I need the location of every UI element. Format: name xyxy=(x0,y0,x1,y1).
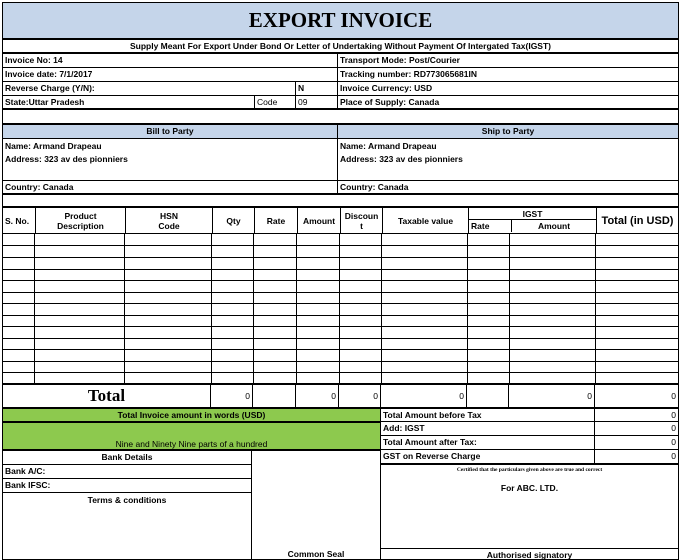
total-amount: 0 xyxy=(245,391,250,401)
seal-block xyxy=(251,450,381,560)
bill-to-header: Bill to Party xyxy=(3,125,337,139)
transport-mode: Transport Mode: Post/Courier xyxy=(338,54,678,68)
invoice-currency: Invoice Currency: USD xyxy=(338,82,678,96)
common-seal: Common Seal xyxy=(287,549,345,559)
total-rate-cell xyxy=(252,385,295,407)
company-name: For ABC. LTD. xyxy=(500,483,559,493)
spacer-row-2 xyxy=(2,194,679,207)
bank-account: Bank A/C: xyxy=(3,465,251,479)
bill-to-address: Address: 323 av des pionniers xyxy=(5,154,128,164)
signature-block xyxy=(380,464,679,560)
ship-to-header: Ship to Party xyxy=(338,125,678,139)
igst-value: 0 xyxy=(594,422,678,436)
before-tax-value: 0 xyxy=(594,409,678,422)
after-tax-label: Total Amount after Tax: xyxy=(381,436,594,450)
col-taxable: Taxable value xyxy=(382,208,468,233)
words-value: Nine and Ninety Nine parts of a hundred xyxy=(115,439,268,449)
gst-reverse-charge-value: 0 xyxy=(594,450,678,463)
reverse-charge-label: Reverse Charge (Y/N): xyxy=(3,82,295,96)
tracking-number: Tracking number: RD773065681IN xyxy=(338,68,678,82)
ship-to-name: Name: Armand Drapeau xyxy=(340,141,437,151)
col-amount: Amount xyxy=(297,208,340,233)
ship-to-country: Country: Canada xyxy=(338,180,678,194)
invoice-date: Invoice date: 7/1/2017 xyxy=(3,68,337,82)
bank-ifsc: Bank IFSC: xyxy=(3,479,251,493)
authorised-signatory: Authorised signatory xyxy=(381,548,678,560)
col-igst-group xyxy=(468,208,596,233)
right-info-block xyxy=(337,53,679,109)
total-taxable-pre: 0 xyxy=(295,385,338,407)
left-info-block xyxy=(2,53,338,109)
col-hsn: HSN Code xyxy=(125,208,212,233)
col-total: Total (in USD) xyxy=(596,208,678,233)
reverse-charge-value: N xyxy=(295,82,337,96)
items-grid xyxy=(2,234,679,384)
invoice-subtitle: Supply Meant For Export Under Bond Or Letter of Undertaking Without Payment Of Intergated Tax(IGST) xyxy=(2,39,679,53)
col-discount-text: Discount xyxy=(344,210,379,231)
col-igst-amount: Amount xyxy=(511,220,596,232)
total-label: Total xyxy=(87,386,126,405)
total-discount: 0 xyxy=(338,385,380,407)
col-sno: S. No. xyxy=(5,215,30,226)
code-label: Code xyxy=(254,96,295,110)
col-qty: Qty xyxy=(212,208,254,233)
col-igst: IGST xyxy=(469,208,596,220)
bill-to-name: Name: Armand Drapeau xyxy=(5,141,102,151)
invoice-title: EXPORT INVOICE xyxy=(248,8,433,32)
before-tax-label: Total Amount before Tax xyxy=(381,409,594,422)
ship-to-block xyxy=(337,124,679,194)
totals-row xyxy=(2,384,679,408)
col-discount xyxy=(340,208,382,233)
col-rate: Rate xyxy=(254,208,297,233)
gst-reverse-charge-label: GST on Reverse Charge xyxy=(383,451,481,461)
certification-text: Certified that the particulars given above are true and correct xyxy=(456,467,603,473)
total-taxable: 0 xyxy=(380,385,466,407)
place-of-supply: Place of Supply: Canada xyxy=(340,97,440,107)
code-value: 09 xyxy=(295,96,337,110)
total-grand: 0 xyxy=(594,385,678,407)
summary-block xyxy=(380,408,679,464)
ship-to-address: Address: 323 av des pionniers xyxy=(340,154,463,164)
total-igst-amount: 0 xyxy=(508,385,594,407)
items-header xyxy=(2,207,679,234)
col-product: Product Description xyxy=(35,208,125,233)
bill-to-block xyxy=(2,124,338,194)
terms-conditions: Terms & conditions xyxy=(87,495,167,505)
state: State:Uttar Pradesh xyxy=(5,97,85,107)
words-header: Total Invoice amount in words (USD) xyxy=(2,408,381,422)
items-grid-lines xyxy=(2,234,679,384)
bill-to-country: Country: Canada xyxy=(3,180,337,194)
words-box xyxy=(2,422,381,450)
invoice-title-bar xyxy=(2,2,679,39)
invoice-number: Invoice No: 14 xyxy=(3,54,337,68)
bank-header: Bank Details xyxy=(3,451,251,465)
after-tax-value: 0 xyxy=(594,436,678,450)
bank-block xyxy=(2,450,252,560)
spacer-row xyxy=(2,109,679,124)
igst-label: Add: IGST xyxy=(381,422,594,436)
total-igst-rate-cell xyxy=(466,385,508,407)
col-igst-rate: Rate xyxy=(471,221,490,231)
